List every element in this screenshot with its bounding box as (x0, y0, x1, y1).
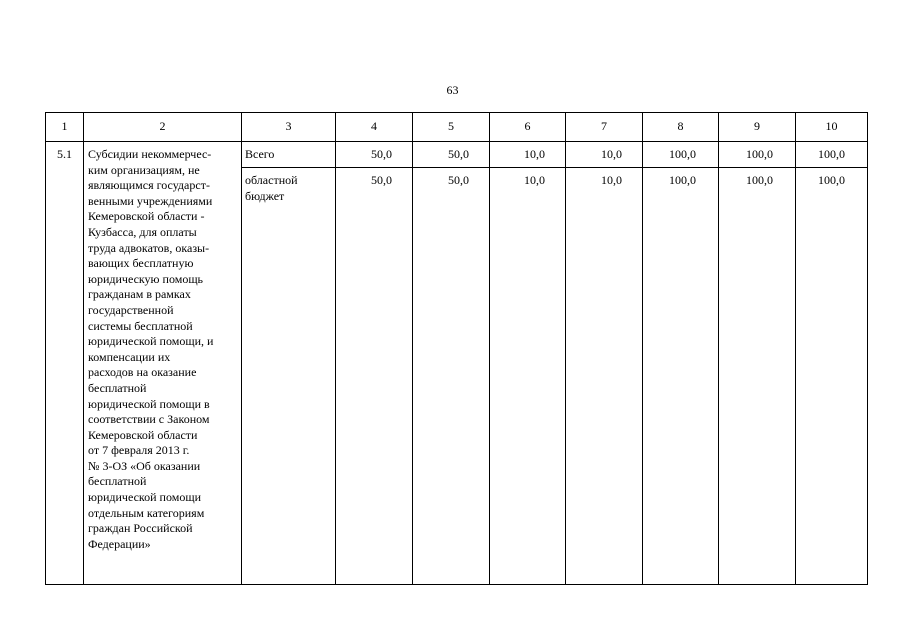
source-label-total: Всего (242, 142, 336, 168)
description-line: соответствии с Законом (88, 412, 210, 427)
header-col-7: 7 (566, 113, 643, 142)
description-line: Субсидии некоммерчес- (88, 147, 212, 161)
description-line: вающих бесплатную (88, 256, 194, 271)
description-line: отдельным категориям (88, 505, 205, 520)
description-line: бесплатной (88, 380, 147, 395)
description-line: юридической помощи, и (88, 334, 214, 349)
source-label-regional: областной бюджет (242, 168, 336, 585)
value-regional-col6: 10,0 (490, 168, 566, 585)
header-col-6: 6 (490, 113, 566, 142)
row-description (84, 142, 242, 585)
program-funding-table (45, 112, 868, 585)
description-line: юридической помощи (88, 490, 201, 505)
description-line: государственной (88, 302, 174, 317)
description-line: являющимся государст- (88, 178, 210, 193)
description-line: ким организациям, не (88, 162, 200, 177)
table-row-total (46, 142, 868, 168)
value-total-col6: 10,0 (490, 142, 566, 168)
description-line: юридическую помощь (88, 271, 204, 286)
description-line: гражданам в рамках (88, 287, 191, 302)
value-regional-col9: 100,0 (719, 168, 796, 585)
description-line: системы бесплатной (88, 318, 193, 333)
value-total-col7: 10,0 (566, 142, 643, 168)
header-col-9: 9 (719, 113, 796, 142)
description-line: Кемеровской области (88, 427, 198, 442)
row-index: 5.1 (46, 142, 84, 585)
header-col-1: 1 (46, 113, 84, 142)
value-regional-col5: 50,0 (413, 168, 490, 585)
header-col-2: 2 (84, 113, 242, 142)
description-line: Кузбасса, для оплаты (88, 224, 197, 239)
value-total-col10: 100,0 (796, 142, 868, 168)
value-total-col9: 100,0 (719, 142, 796, 168)
value-regional-col10: 100,0 (796, 168, 868, 585)
description-line: № 3-ОЗ «Об оказании (88, 458, 201, 473)
description-line: Кемеровской области - (88, 209, 205, 224)
value-total-col4: 50,0 (336, 142, 413, 168)
header-col-8: 8 (643, 113, 719, 142)
header-col-5: 5 (413, 113, 490, 142)
description-line: труда адвокатов, оказы- (88, 240, 210, 255)
description-line: венными учреждениями (88, 193, 213, 208)
description-line: граждан Российской (88, 521, 193, 536)
page-number: 63 (446, 83, 459, 97)
header-col-10: 10 (796, 113, 868, 142)
value-regional-col8: 100,0 (643, 168, 719, 585)
description-line: юридической помощи в (88, 396, 210, 411)
header-col-4: 4 (336, 113, 413, 142)
description-line: от 7 февраля 2013 г. (88, 443, 190, 458)
description-line: Федерации» (88, 536, 151, 551)
value-total-col8: 100,0 (643, 142, 719, 168)
description-line: компенсации их (88, 349, 171, 364)
header-col-3: 3 (242, 113, 336, 142)
description-line: бесплатной (88, 474, 147, 489)
value-regional-col7: 10,0 (566, 168, 643, 585)
header-row (46, 113, 868, 142)
value-regional-col4: 50,0 (336, 168, 413, 585)
description-line: расходов на оказание (88, 365, 197, 380)
value-total-col5: 50,0 (413, 142, 490, 168)
